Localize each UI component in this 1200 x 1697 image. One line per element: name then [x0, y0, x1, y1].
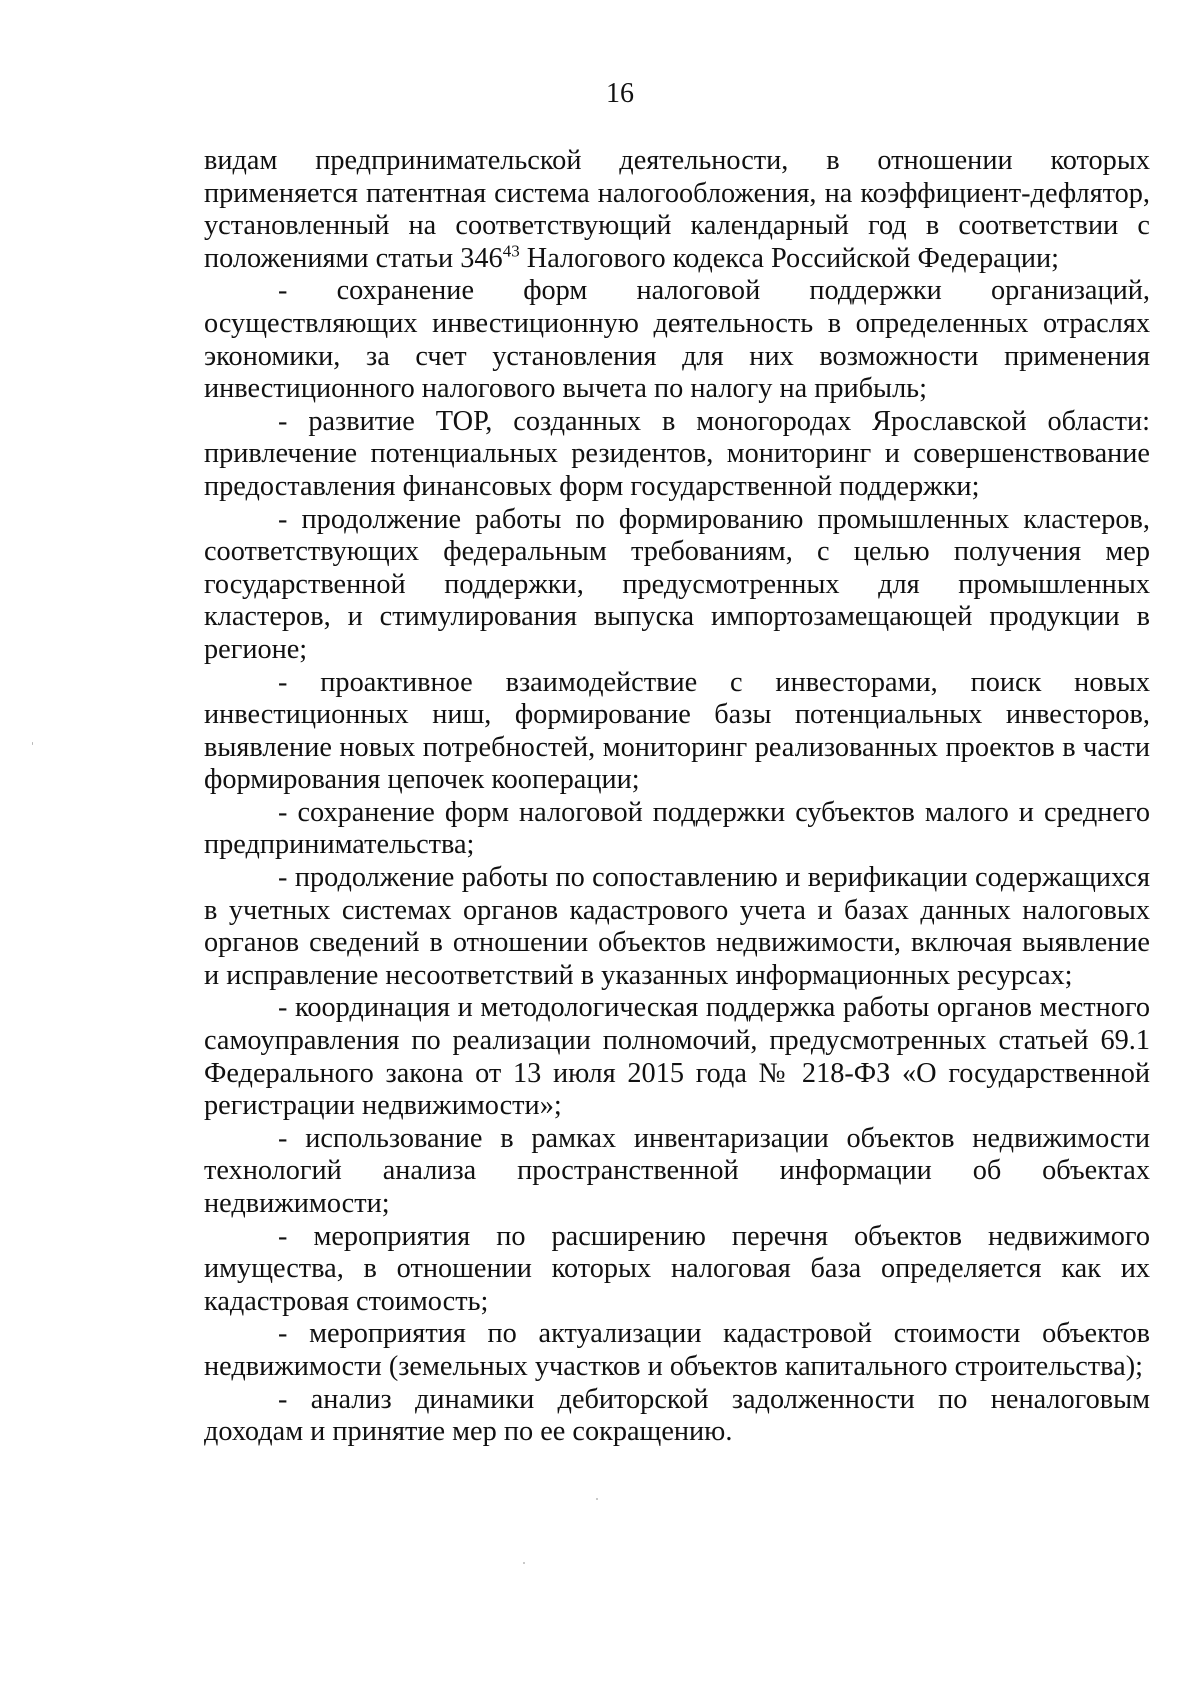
paragraph-continuation — [204, 145, 1150, 275]
article-superscript: 43 — [502, 241, 520, 261]
list-item-cadastral-value-update: - мероприятия по актуализации кадастровой стоимости объектов недвижимости (земельных участков и объектов капитального строительства); — [204, 1318, 1150, 1382]
list-item-property-list-expansion: - мероприятия по расширению перечня объектов недвижимого имущества, в отношении которых налоговая база определяется как их кадастровая стоимость; — [204, 1220, 1150, 1317]
list-item-sme-tax-support: - сохранение форм налоговой поддержки субъектов малого и среднего предпринимательства; — [204, 796, 1150, 861]
scan-speck — [32, 742, 33, 745]
list-item-receivables-analysis: - анализ динамики дебиторской задолженности по неналоговым доходам и принятие мер по ее сокращению. — [204, 1383, 1150, 1448]
list-item-industrial-clusters: - продолжение работы по формированию промышленных кластеров, соответствующих федеральным требованиям, с целью получения мер государственной поддержки, предусмотренных для промышленных кластеров, и стимулирования выпуска импортозамещающей продукции в регионе; — [204, 503, 1150, 665]
list-item-spatial-analysis: - использование в рамках инвентаризации объектов недвижимости технологий анализа пространственной информации об объектах недвижимости; — [204, 1122, 1150, 1219]
page-number: 16 — [606, 78, 634, 109]
list-item-tax-support-investment: - сохранение форм налоговой поддержки организаций, осуществляющих инвестиционную деятельность в определенных отраслях экономики, за счет установления для них возможности применения инвестиционного налогового вычета по налогу на прибыль; — [204, 275, 1150, 405]
document-body — [204, 145, 1150, 1449]
paragraph-text: Налогового кодекса Российской Федерации; — [519, 242, 1059, 274]
list-item-local-government-coordination: - координация и методологическая поддержка работы органов местного самоуправления по реализации полномочий, предусмотренных статьей 69.1 Федерального закона от 13 июля 2015 года № 218-ФЗ «О государственной регистрации недвижимости»; — [204, 992, 1150, 1122]
list-item-cadastral-verification: - продолжение работы по сопоставлению и верификации содержащихся в учетных системах органов кадастрового учета и базах данных налоговых органов сведений в отношении объектов недвижимости, включая выявление и исправление несоответствий в указанных информационных ресурсах; — [204, 862, 1150, 991]
list-item-tor-development: - развитие ТОР, созданных в моногородах Ярославской области: привлечение потенциальных резидентов, мониторинг и совершенствование предоставления финансовых форм государственной поддержки; — [204, 405, 1150, 502]
list-item-investor-interaction: - проактивное взаимодействие с инвесторами, поиск новых инвестиционных ниш, формирование базы потенциальных инвесторов, выявление новых потребностей, мониторинг реализованных проектов в части формирования цепочек кооперации; — [204, 666, 1150, 796]
scan-speck — [596, 1498, 598, 1500]
scan-speck — [523, 1562, 525, 1564]
paragraph-text: видам предпринимательской деятельности, в отношении которых применяется патентная система налогообложения, на коэффициент-дефлятор, установленный на соответствующий календарный год в соответствии с положениями статьи 346 — [204, 145, 1150, 274]
